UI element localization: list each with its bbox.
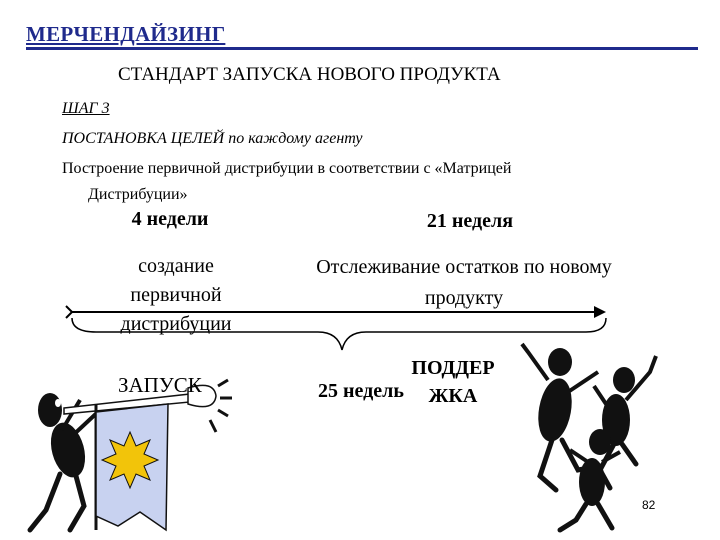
support-label: ПОДДЕР ЖКА <box>411 357 495 407</box>
duration-4-weeks: 4 недели <box>131 208 209 230</box>
timeline-arrow-tail <box>66 306 72 318</box>
step-label: ШАГ 3 <box>62 100 110 117</box>
phase-track-stock: Отслеживание остатков по новому продукту <box>316 256 612 309</box>
slide-subtitle: СТАНДАРТ ЗАПУСКА НОВОГО ПРОДУКТА <box>118 64 501 85</box>
phase-create-distribution: создание первичной дистрибуции <box>120 255 232 335</box>
launch-label: ЗАПУСК <box>118 373 202 397</box>
description-line-1: Построение первичной дистрибуции в соответствии с «Матрицей <box>62 160 512 177</box>
page-number: 82 <box>642 498 656 512</box>
trumpeter-figure-icon <box>30 380 232 530</box>
description-line-2: Дистрибуции» <box>88 186 188 203</box>
header-title: МЕРЧЕНДАЙЗИНГ <box>26 22 226 46</box>
duration-25-weeks: 25 недель <box>318 380 404 402</box>
goals-label: ПОСТАНОВКА ЦЕЛЕЙ по каждому агенту <box>62 130 363 147</box>
dancing-figures-icon <box>522 344 656 530</box>
duration-21-weeks: 21 неделя <box>426 210 514 232</box>
